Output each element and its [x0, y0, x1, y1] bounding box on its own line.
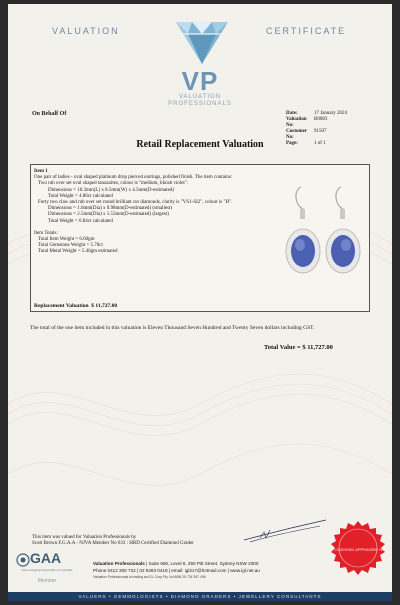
item-line: Dimensions = 2.5mm(Dia) x 1.53mm(D-estimated) (largest): [48, 212, 169, 218]
meta-row: Valuation No: B0083: [286, 117, 328, 128]
gaa-logo-text: GAA: [30, 550, 62, 566]
item-line: Forty two claw and rub over set round brilliant cut diamonds, clarity is "VS1-SI2", colour is "H".: [38, 200, 233, 206]
svg-text:NSW LICENSED APPRAISER No 033: NSW LICENSED APPRAISER No 033: [323, 547, 393, 552]
item-box: [30, 164, 370, 312]
certificate-page: [8, 4, 392, 601]
meta-row: Page: 1 of 1: [286, 141, 326, 146]
item-total-line: Total Gemstone Weight = 5.70ct: [38, 243, 103, 249]
total-value: Total Value = $ 11,727.00: [264, 344, 333, 351]
earring-photo-left: [283, 185, 323, 297]
footer-band: VALUERS • GEMMOLOGISTS • DIAMOND GRADERS • JEWELLERY CONSULTANTS: [8, 592, 392, 601]
item-description: [34, 169, 282, 256]
valuation-summary: The total of the one item included in this valuation is Eleven Thousand Seven Hundred and Twenty Seven dollars including GST.: [30, 325, 315, 331]
item-total-line: Total Item Weight = 6.60gm: [38, 237, 95, 243]
gaa-member: Member: [37, 578, 57, 584]
item-totals-heading: Item Totals:: [34, 230, 58, 236]
header-certificate: CERTIFICATE: [266, 26, 347, 36]
page-title: Retail Replacement Valuation: [136, 139, 264, 150]
item-line: One pair of ladies - oval shaped platinum drop pierced earrings, polished finish. The item contains:: [34, 175, 233, 181]
gaa-subtitle: Gemmological Association of Australia: [21, 568, 73, 572]
meta-row: Date: 17 January 2024: [286, 111, 348, 116]
item-line: Dimensions = 10.3mm(L) x 8.5mm(W) x 4.5mm(D-estimated): [48, 187, 174, 193]
meta-row: Customer No: 91507: [286, 129, 327, 140]
item-line: Dimensions = 1.6mm(Dia) x 0.98mm(D-estimated) (smallest): [48, 206, 173, 212]
item-line: Total Weight = 0.84ct calculated: [48, 218, 113, 224]
item-heading: Item 1: [34, 169, 48, 174]
diamond-logo-icon: [170, 14, 234, 70]
logo-subtitle: VALUATION PROFESSIONALS: [168, 94, 232, 107]
signatory-text: This item was valued for Valuation Professionals by Scott Brown F.G.A.A - NJVA Member No 033 : HRD Certified Diamond Grader: [32, 535, 194, 546]
vp-logo-text: VP: [181, 66, 219, 96]
item-line: Two rub over set oval shaped tanzanites, colour is "medium, bluish violet".: [38, 181, 189, 187]
item-total-line: Total Metal Weight = 5.46gm estimated: [38, 249, 118, 255]
on-behalf-of: On Behalf Of: [32, 111, 67, 117]
contact-details: Valuation Professionals | Suite 606, Level 6, 250 Pitt Street, Sydney NSW 2000 Phone 0412 300 732 | 02 9283 0419 | email: igl217@hotmail.com | www.igl.net.au Valuation Professionals is trading as IGL Corp Pty Ltd ABN 25 734 397 496: [93, 561, 260, 579]
handwritten-signature: [240, 516, 330, 546]
earring-photo-right: [323, 185, 363, 297]
header-valuation: VALUATION: [52, 26, 120, 36]
replacement-valuation: Replacement Valuation $ 11,727.00: [34, 303, 118, 309]
nsw-licensed-appraiser-seal: [323, 520, 393, 576]
item-line: Total Weight = 4.86ct calculated: [48, 193, 113, 199]
